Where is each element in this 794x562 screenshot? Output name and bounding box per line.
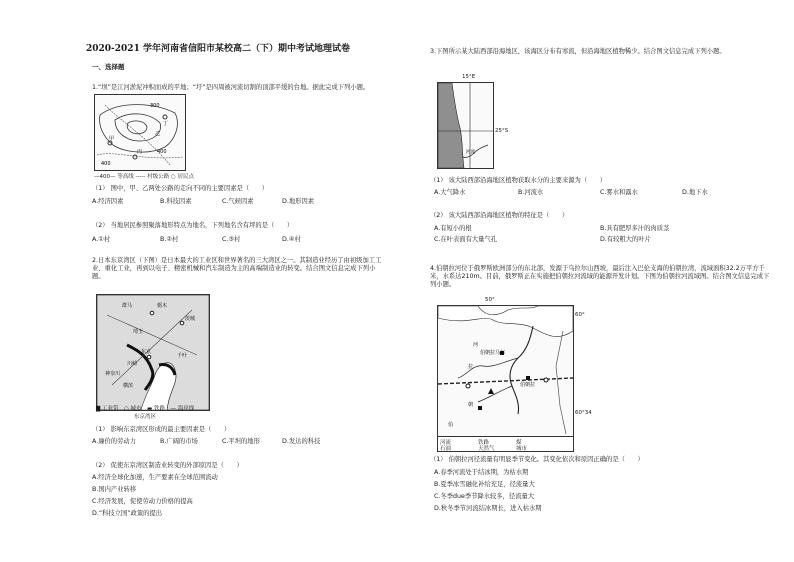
q1-sub1-option-c[interactable]: C.气候因素 <box>222 198 254 205</box>
contour-line <box>115 114 161 141</box>
q4-stem: 4.伯朝拉河位于俄罗斯欧洲部分的东北部，发源于乌拉尔山西坡，最后注入巴伦支海的伯朝拉湾，流域面积32.2万平方千米，水系达210m。目前，俄罗斯正在实施把伯朝拉河流域的能源开发计划。下图为伯朝拉河流域图。结合图文信息完成下列小题。 <box>430 265 770 288</box>
coast-map-graphic <box>438 83 493 168</box>
map-label: 群马 <box>122 303 133 309</box>
q2-map-caption: 东京湾区 <box>134 414 157 420</box>
q3-sub1-option-d[interactable]: D.地下水 <box>682 189 708 196</box>
q1-sub2-option-c[interactable]: C.③村 <box>222 236 241 243</box>
q4-sub1-option-d[interactable]: D.秋冬季节河流结冰期长，进入枯水期 <box>434 505 542 512</box>
q1-sub2: （2） 当地居民参照聚落地形特点为地名，下列地名含有坪的是（ ） <box>92 222 294 229</box>
map-label: 乙 <box>155 131 161 137</box>
q4-map-legend <box>437 436 574 452</box>
railway-line <box>438 378 573 384</box>
q3-sub1: （1） 该大陆西部沿海地区植物获取水分的主要来源为（ ） <box>430 177 607 184</box>
q2-sub1-option-c[interactable]: C.平坦的地形 <box>222 438 260 445</box>
q2-tokyo-bay-map <box>96 294 210 411</box>
map-label: 丁 <box>163 121 169 127</box>
q2-sub2: （2） 促使东京湾区制造业转变的外部原因是（ ） <box>92 462 243 469</box>
contour-line <box>127 121 147 134</box>
ural-mountains <box>556 331 566 434</box>
q3-sub2-option-c[interactable]: C.在叶表面有大量气孔 <box>434 236 498 243</box>
q4-sub1-option-b[interactable]: B.夏季冰雪融化补给充足，径流量大 <box>434 481 535 488</box>
q1-sub2-option-a[interactable]: A.①村 <box>92 236 111 243</box>
pechora-map-graphic <box>438 306 573 436</box>
map-label: 茨城 <box>185 316 196 322</box>
map-label: 千叶 <box>177 353 188 359</box>
q3-stem: 3.下图所示某大陆西部沿海地区，该海区分布有寒流，但沿海地区植物稀少。结合图文信息完成下列小题。 <box>430 48 726 55</box>
section-heading: 一、选择题 <box>92 63 125 71</box>
q4-pechora-map <box>437 305 574 437</box>
map-label: 河流 <box>466 150 475 155</box>
oil-marker <box>478 406 482 410</box>
q3-sub2-option-a[interactable]: A.有短小的根 <box>434 225 472 232</box>
q1-stem: 1.“坝”是江河淤泥冲积而成的平地；“圩”是四周被河流切割的顶部平缓的台地。据此完成下列小题。 <box>92 84 370 91</box>
q2-sub1-option-d[interactable]: D.发达的科技 <box>282 438 321 445</box>
legend-river: 河流 <box>440 440 452 446</box>
settlement-marker <box>133 155 137 159</box>
city-marker <box>150 311 154 315</box>
tributary <box>478 386 512 402</box>
tokyo-map-graphic <box>97 295 209 410</box>
q2-map-legend: ▇ 工业带 ○ 城市 ▬ 铁路 — 海岸线 <box>96 406 195 412</box>
map-label: 东京 <box>141 349 152 355</box>
q1-sub1: （1） 图中，甲、乙两处公路的走向不同的主要因素是（ ） <box>92 185 269 192</box>
city-marker <box>180 321 184 325</box>
q3-sub2-option-d[interactable]: D.有较粗大的叶片 <box>600 236 651 243</box>
q1-contour-map <box>94 94 186 171</box>
q3-latitude-label: 25°S <box>495 128 509 134</box>
main-river <box>510 326 536 414</box>
q3-sub2-option-b[interactable]: B.具有肥厚多汁的肉质茎 <box>600 225 670 232</box>
q4-label-60: 60° <box>575 312 585 318</box>
q1-sub1-option-b[interactable]: B.科技因素 <box>160 198 192 205</box>
q2-sub1: （1） 影响东京湾区形成的最主要因素是（ ） <box>92 426 231 433</box>
map-label: 伯 <box>448 422 454 428</box>
q1-sub1-option-a[interactable]: A.经济因素 <box>92 198 124 205</box>
map-label: 埼玉 <box>133 329 144 335</box>
q3-sub1-option-b[interactable]: B.河流水 <box>518 189 544 196</box>
q2-sub2-option-a[interactable]: A.经济全球化加速，生产要素在全球范围流动 <box>92 474 218 481</box>
q1-sub2-option-d[interactable]: D.④村 <box>282 236 301 243</box>
q2-sub2-option-b[interactable]: B.国内产业转移 <box>92 486 137 493</box>
q4-sub1-option-a[interactable]: A.春季河流处于结冰期，为枯水期 <box>434 469 529 476</box>
map-label: 川崎 <box>127 361 138 367</box>
map-label: 400 <box>101 161 111 167</box>
map-label: 横滨 <box>123 383 134 389</box>
q2-stem: 2.日本东京湾区（下图）是日本最大的工业区和世界著名的三大湾区之一。其制造业经历了由初级加工工业、重化工业，再到以电子、精密机械和汽车制造为主的高端制造业的转变。结合图文信息完成下列小题。 <box>92 257 382 280</box>
q4-label-50: 50° <box>485 297 495 303</box>
q3-coast-map <box>437 82 494 169</box>
legend-coal: 煤 <box>516 440 522 446</box>
gas-marker <box>488 388 494 394</box>
map-label: 丙 <box>137 149 143 155</box>
map-label: 300 <box>150 103 160 109</box>
coal-marker <box>526 376 530 380</box>
map-label: 河 <box>473 342 479 348</box>
city-marker <box>544 378 548 382</box>
q1-sub1-option-d[interactable]: D.地形因素 <box>282 198 315 205</box>
city-marker <box>147 355 151 359</box>
map-label: 400 <box>157 149 167 155</box>
settlement-marker <box>163 115 167 119</box>
legend-gas: 天然气 <box>478 446 495 452</box>
map-label: 甲 <box>109 136 115 142</box>
q2-sub1-option-b[interactable]: B.广阔的市场 <box>160 438 198 445</box>
q3-sub2: （2） 该大陆西部沿海地区植物的特征是（ ） <box>430 212 569 219</box>
map-label: 栃木 <box>157 303 168 309</box>
sea-coastline <box>438 306 573 337</box>
map-label: 朝 <box>468 402 474 408</box>
q1-map-legend: —400— 等高线 ----- 村级公路 ○ 居民点 <box>94 174 194 180</box>
map-label: 神奈川 <box>105 371 121 377</box>
q4-label-60-34: 60°34 <box>575 410 592 416</box>
q2-sub2-option-c[interactable]: C.经济发展，促使劳动力价格的提高 <box>92 498 193 505</box>
map-label: 伯朝拉马尔 <box>480 350 506 356</box>
tributary <box>458 358 518 378</box>
q3-sub1-option-c[interactable]: C.雾水和露水 <box>600 189 638 196</box>
legend-city: 城市 <box>516 446 528 452</box>
q2-sub2-option-d[interactable]: D.“科技立国”政策的提出 <box>92 510 163 517</box>
q4-sub1-option-c[interactable]: C.冬季due季节降水较多，径流量大 <box>434 493 535 500</box>
q4-sub1: （1） 伯朝拉河径流量有明显季节变化。其变化依次和原因正确的是（ ） <box>430 456 644 463</box>
contour-map-graphic <box>95 95 185 170</box>
legend-railway: 铁路 <box>478 440 490 446</box>
q3-sub1-option-a[interactable]: A.大气降水 <box>434 189 466 196</box>
city-marker <box>466 384 470 388</box>
map-label: 拉 <box>468 364 474 370</box>
q2-sub1-option-a[interactable]: A.廉价的劳动力 <box>92 438 136 445</box>
q1-sub2-option-b[interactable]: B.②村 <box>160 236 179 243</box>
exam-title: 2020-2021 学年河南省信阳市某校高二（下）期中考试地理试卷 <box>86 44 350 54</box>
map-label: 伯朝拉 <box>520 382 536 388</box>
ocean-area <box>438 83 464 168</box>
legend-oil: 石油 <box>440 446 452 452</box>
q3-longitude-label: 15°E <box>462 74 476 80</box>
